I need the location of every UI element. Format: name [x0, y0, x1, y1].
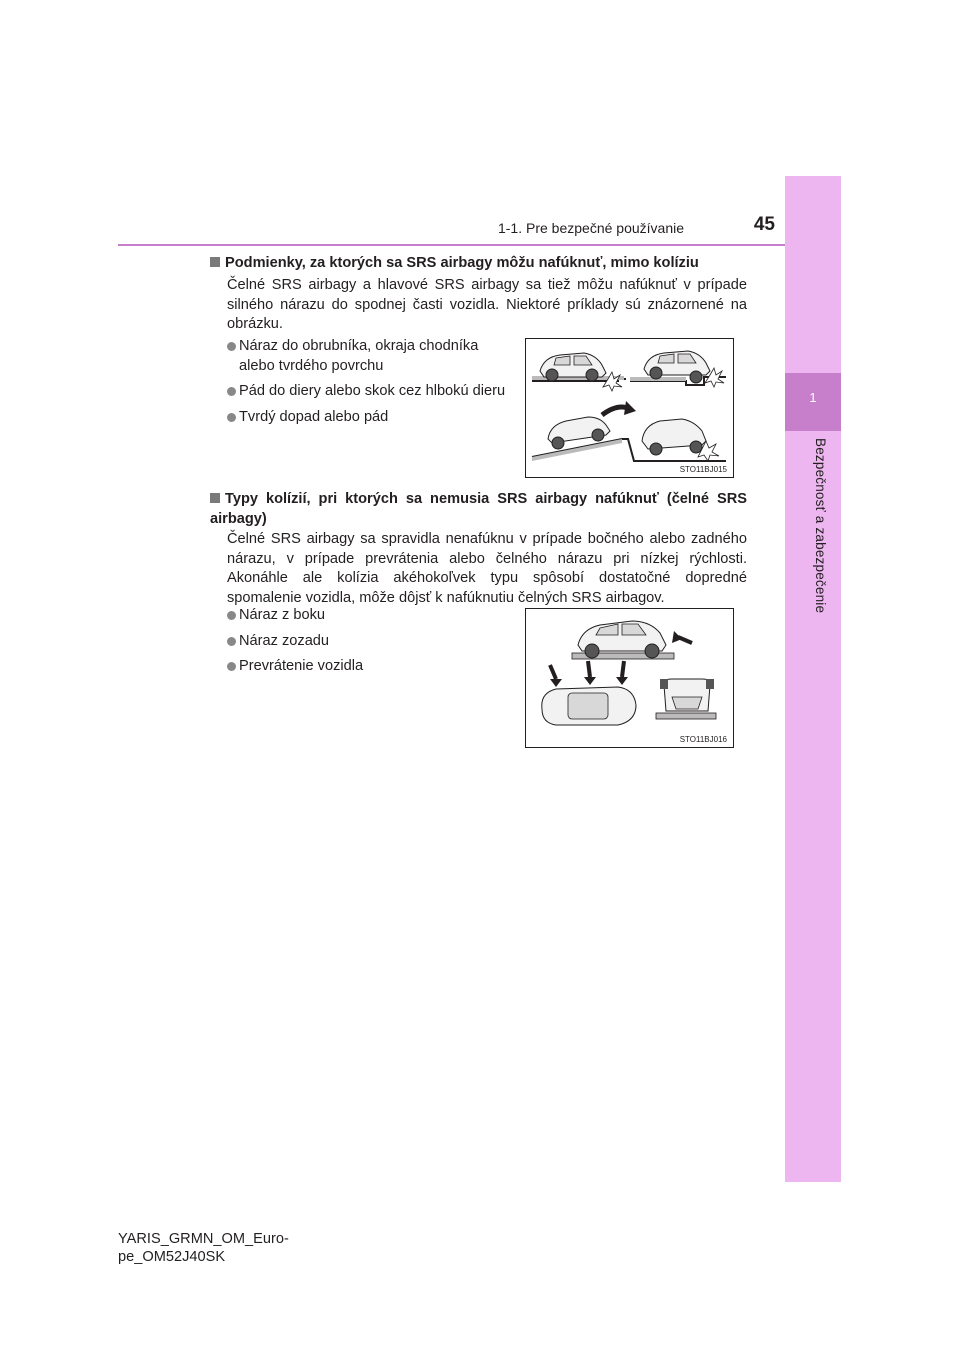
section2-body: Čelné SRS airbagy sa spravidla nenafúknu v prípade bočného alebo zadného nárazu, v prípade prevrátenia alebo čelného nárazu pri nízkej rýchlosti. Akonáhle ale kolízia akéhokoľvek typu spôsobí dostatočné dopredné spomalenie vozidla, môže dôjsť k nafúknutiu čelných SRS airbagov. — [227, 531, 747, 606]
square-bullet-icon — [210, 493, 220, 503]
figure-underbody-impact — [525, 338, 734, 478]
underbody-impact-illustration — [526, 339, 733, 477]
section1-body: Čelné SRS airbagy a hlavové SRS airbagy sa tiež môžu nafúknuť v prípade silného nárazu do spodnej časti vozidla. Niektoré príklady sú znázornené na obrázku. — [227, 277, 747, 332]
collision-types-illustration — [526, 609, 733, 747]
chapter-title: Bezpečnosť a zabezpečenie — [813, 438, 828, 614]
section-title: 1-1. Pre bezpečné používanie — [497, 220, 684, 236]
figure-collision-types — [525, 608, 734, 748]
page-number: 45 — [753, 214, 775, 235]
bullet-icon — [227, 637, 236, 646]
bullet-icon — [227, 662, 236, 671]
chapter-tab — [785, 176, 841, 1182]
list-item: Náraz zozadu — [227, 632, 517, 652]
list-item: Náraz z boku — [227, 606, 517, 626]
chapter-number: 1 — [809, 390, 817, 405]
list-item: Náraz do obrubníka, okraja chodníka alebo tvrdého povrchu — [227, 337, 517, 376]
section1-bullets — [227, 337, 517, 433]
section2-bullets — [227, 606, 517, 683]
figure-code: STO11BJ015 — [679, 465, 727, 474]
footer-line: YARIS_GRMN_OM_Euro- — [118, 1231, 289, 1247]
figure-code: STO11BJ016 — [679, 735, 727, 744]
header-rule — [118, 244, 785, 246]
bullet-icon — [227, 611, 236, 620]
document-footer — [118, 1230, 289, 1266]
bullet-icon — [227, 342, 236, 351]
list-item: Pád do diery alebo skok cez hlbokú dieru — [227, 382, 517, 402]
section2-heading: Typy kolízií, pri ktorých sa nemusia SRS airbagy nafúknuť (čelné SRS airbagy) — [210, 491, 747, 527]
bullet-icon — [227, 387, 236, 396]
list-item: Prevrátenie vozidla — [227, 657, 517, 677]
section1-heading: Podmienky, za ktorých sa SRS airbagy môžu nafúknuť, mimo kolíziu — [210, 254, 747, 274]
square-bullet-icon — [210, 257, 220, 267]
bullet-icon — [227, 413, 236, 422]
footer-line: pe_OM52J40SK — [118, 1249, 226, 1265]
list-item: Tvrdý dopad alebo pád — [227, 408, 517, 428]
